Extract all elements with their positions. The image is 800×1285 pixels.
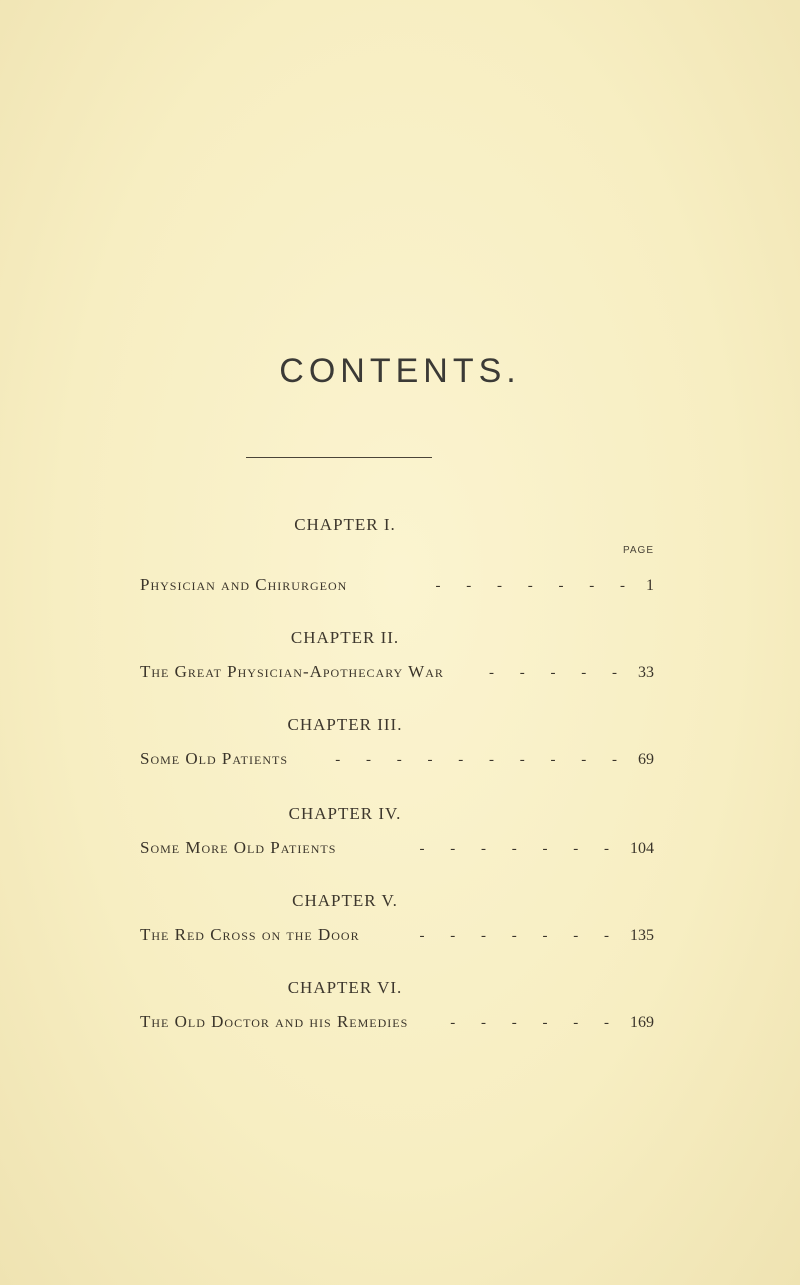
page-title: CONTENTS.: [279, 352, 521, 390]
toc-entry-title: Some More Old Patients: [140, 838, 337, 857]
toc-entry-page: 104: [630, 840, 654, 857]
toc-entry-page: 169: [630, 1014, 654, 1031]
toc-entry[interactable]: [140, 575, 654, 595]
title-rule: [246, 457, 432, 458]
toc-entry-page: 1: [646, 577, 654, 594]
chapter-heading: CHAPTER VI.: [287, 978, 403, 997]
toc-entry[interactable]: [140, 925, 654, 945]
toc-entry-title: The Red Cross on the Door: [140, 925, 360, 944]
toc-entry-page: 33: [638, 664, 654, 681]
dot-leader: - - - - - - -: [435, 578, 636, 594]
dot-leader: - - - - - - -: [419, 928, 620, 944]
dot-leader: - - - - - - - - - -: [335, 752, 628, 768]
toc-entry-page: 135: [630, 927, 654, 944]
toc-entry-title: The Great Physician-Apothecary War: [140, 662, 444, 681]
toc-entry-page: 69: [638, 751, 654, 768]
toc-entry-title: Some Old Patients: [140, 749, 289, 768]
dot-leader: - - - - - - -: [419, 841, 620, 857]
toc-entry-title: The Old Doctor and his Remedies: [140, 1012, 409, 1031]
chapter-heading: CHAPTER II.: [290, 628, 400, 647]
chapter-heading: CHAPTER IV.: [288, 804, 402, 823]
dot-leader: - - - - - -: [450, 1015, 620, 1031]
toc-entry[interactable]: [140, 662, 654, 682]
toc-entry[interactable]: [140, 749, 654, 769]
toc-entry[interactable]: [140, 1012, 654, 1032]
page-column-label: PAGE: [622, 545, 654, 556]
chapter-heading: CHAPTER III.: [287, 715, 403, 734]
chapter-heading: CHAPTER V.: [292, 891, 398, 910]
dot-leader: - - - - -: [489, 665, 628, 681]
chapter-heading: CHAPTER I.: [294, 515, 396, 534]
toc-entry-title: Physician and Chirurgeon: [140, 575, 348, 594]
toc-entry[interactable]: [140, 838, 654, 858]
